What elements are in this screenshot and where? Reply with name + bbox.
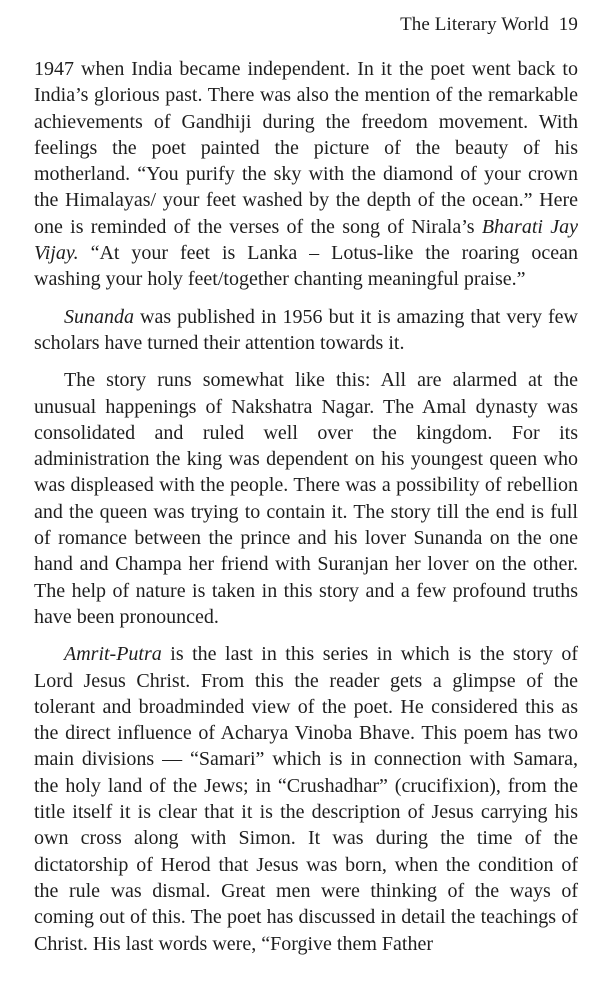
italic-title-amrit-putra: Amrit-Putra: [64, 643, 162, 666]
paragraph-3: [34, 367, 578, 630]
italic-title-sunanda: Sunanda: [64, 305, 134, 328]
page-number: 19: [558, 14, 578, 35]
text-segment: was published in 1956 but it is amazing that very few scholars have turned their attention towards it.: [34, 305, 578, 354]
book-page: [34, 12, 578, 957]
running-title: The Literary World: [400, 14, 549, 35]
text-segment: “At your feet is Lanka – Lotus-like the roaring ocean washing your holy feet/together chanting meaningful praise.”: [34, 242, 578, 291]
text-segment: 1947 when India became independent. In it the poet went back to India’s glorious past. There was also the mention of the remarkable achievements of Gandhiji during the freedom movement. With feelings the poet painted the picture of the beauty of his motherland. “You purify the sky with the diamond of your crown the Himalayas/ your feet washed by the depth of the ocean.” Here one is reminded of the verses of the song of Nirala’s: [34, 58, 578, 238]
body-text: [34, 56, 578, 957]
running-header: [34, 12, 578, 38]
paragraph-1: [34, 56, 578, 293]
italic-title-bharati-jay-vijay: Bharati Jay Vijay.: [34, 215, 578, 265]
paragraph-2: [34, 304, 578, 357]
paragraph-4: [34, 641, 578, 957]
text-segment: is the last in this series in which is the story of Lord Jesus Christ. From this the reader gets a glimpse of the tolerant and broadminded view of the poet. He considered this as the direct influence of Acharya Vinoba Bhave. This poem has two main divisions — “Samari” which is in connection with Samara, the holy land of the Jews; in “Crushadhar” (crucifixion), from the title itself it is clear that it is the description of Jesus carrying his own cross along with Simon. It was during the time of the dictatorship of Herod that Jesus was born, when the condition of the rule was dismal. Great men were thinking of the ways of coming out of this. The poet has discussed in detail the teachings of Christ. His last words were, “Forgive them Father: [34, 643, 578, 955]
text-segment: The story runs somewhat like this: All are alarmed at the unusual happenings of Nakshatra Nagar. The Amal dynasty was consolidated and ruled well over the kingdom. For its administration the king was dependent on his youngest queen who was displeased with the people. There was a possibility of rebellion and the queen was trying to contain it. The story till the end is full of romance between the prince and his lover Sunanda on the one hand and Champa her friend with Suranjan her lover on the other. The help of nature is taken in this story and a few profound truths have been pronounced.: [34, 369, 578, 628]
